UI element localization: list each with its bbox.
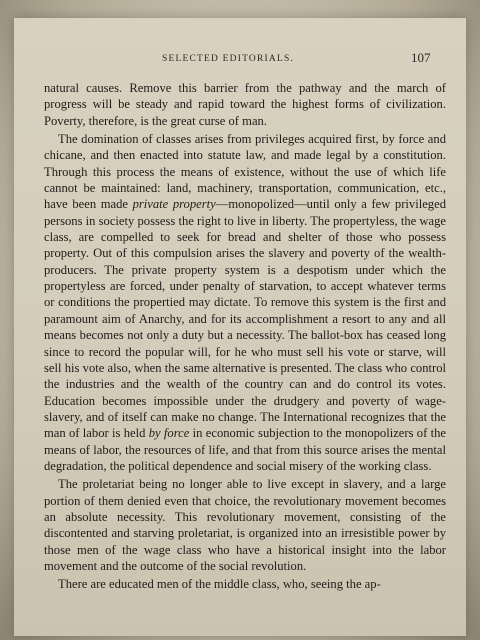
paragraph-3: The proletariat being no longer able to live except in slavery, and a large portion of them denied even that choice, the revolutionary movement becomes an absolute necessity. This revolutionary movement, consisting of the discontented and starving proletariat, is organized into an irresistible power by those men of the wage class who have a historical insight into the labor movement and the outcome of the social revolution.	[44, 477, 446, 573]
paragraph-1: natural causes. Remove this barrier from the pathway and the march of progress will be steady and rapid toward the highest forms of civilization. Poverty, therefore, is the great curse of man.	[44, 81, 446, 128]
paragraph-2-text-c: in economic subjection to the monopolizers of the means of labor, the resources of life, and that from this source arises the mental degradation, the political dependence and social misery of the working class.	[44, 426, 447, 473]
page-number: 107	[411, 50, 431, 65]
paragraph-2-emphasis-private-property: private property	[132, 197, 216, 212]
book-page	[14, 18, 466, 636]
paragraph-4: There are educated men of the middle class, who, seeing the ap-	[58, 577, 381, 592]
running-head: SELECTED EDITORIALS.	[162, 54, 295, 64]
body-text	[44, 80, 446, 593]
paragraph-2-text-a: The domination of classes arises from privileges acquired first, by force and chicane, and then enacted into statute law, and made legal by a constitution. Through this process the means of existence, without the use of which life cannot be maintained: land, machinery, transportation, communication, etc., have been made	[44, 132, 446, 212]
paragraph-2-emphasis-by-force: by force	[148, 426, 190, 441]
paragraph-2-text-b: —monopolized—until only a few privileged persons in society possess the right to live in liberty. The propertyless, the wage class, are compelled to seek for bread and shelter of those who possess property. Out of this compulsion arises the slavery and poverty of the wealth-producers. The private property system is a despotism under which the propertyless are forced, under penalty of starvation, to accept whatever terms or conditions the propertied may dictate. To remove this system is the first and paramount aim of Anarchy, and for its accomplishment a resort to any and all means becomes not only a duty but a necessity. The ballot-box has ceased long since to record the popular will, for he who must sell his vote or starve, will sell his vote also, when the same alternative is presented. The class who control the industries and the wealth of the country can and do control its votes. Education becomes impossible under the drudgery and poverty of wage-slavery, and of itself can make no change. The International recognizes that the man of labor is held	[44, 197, 446, 441]
paragraph-2	[44, 131, 446, 474]
